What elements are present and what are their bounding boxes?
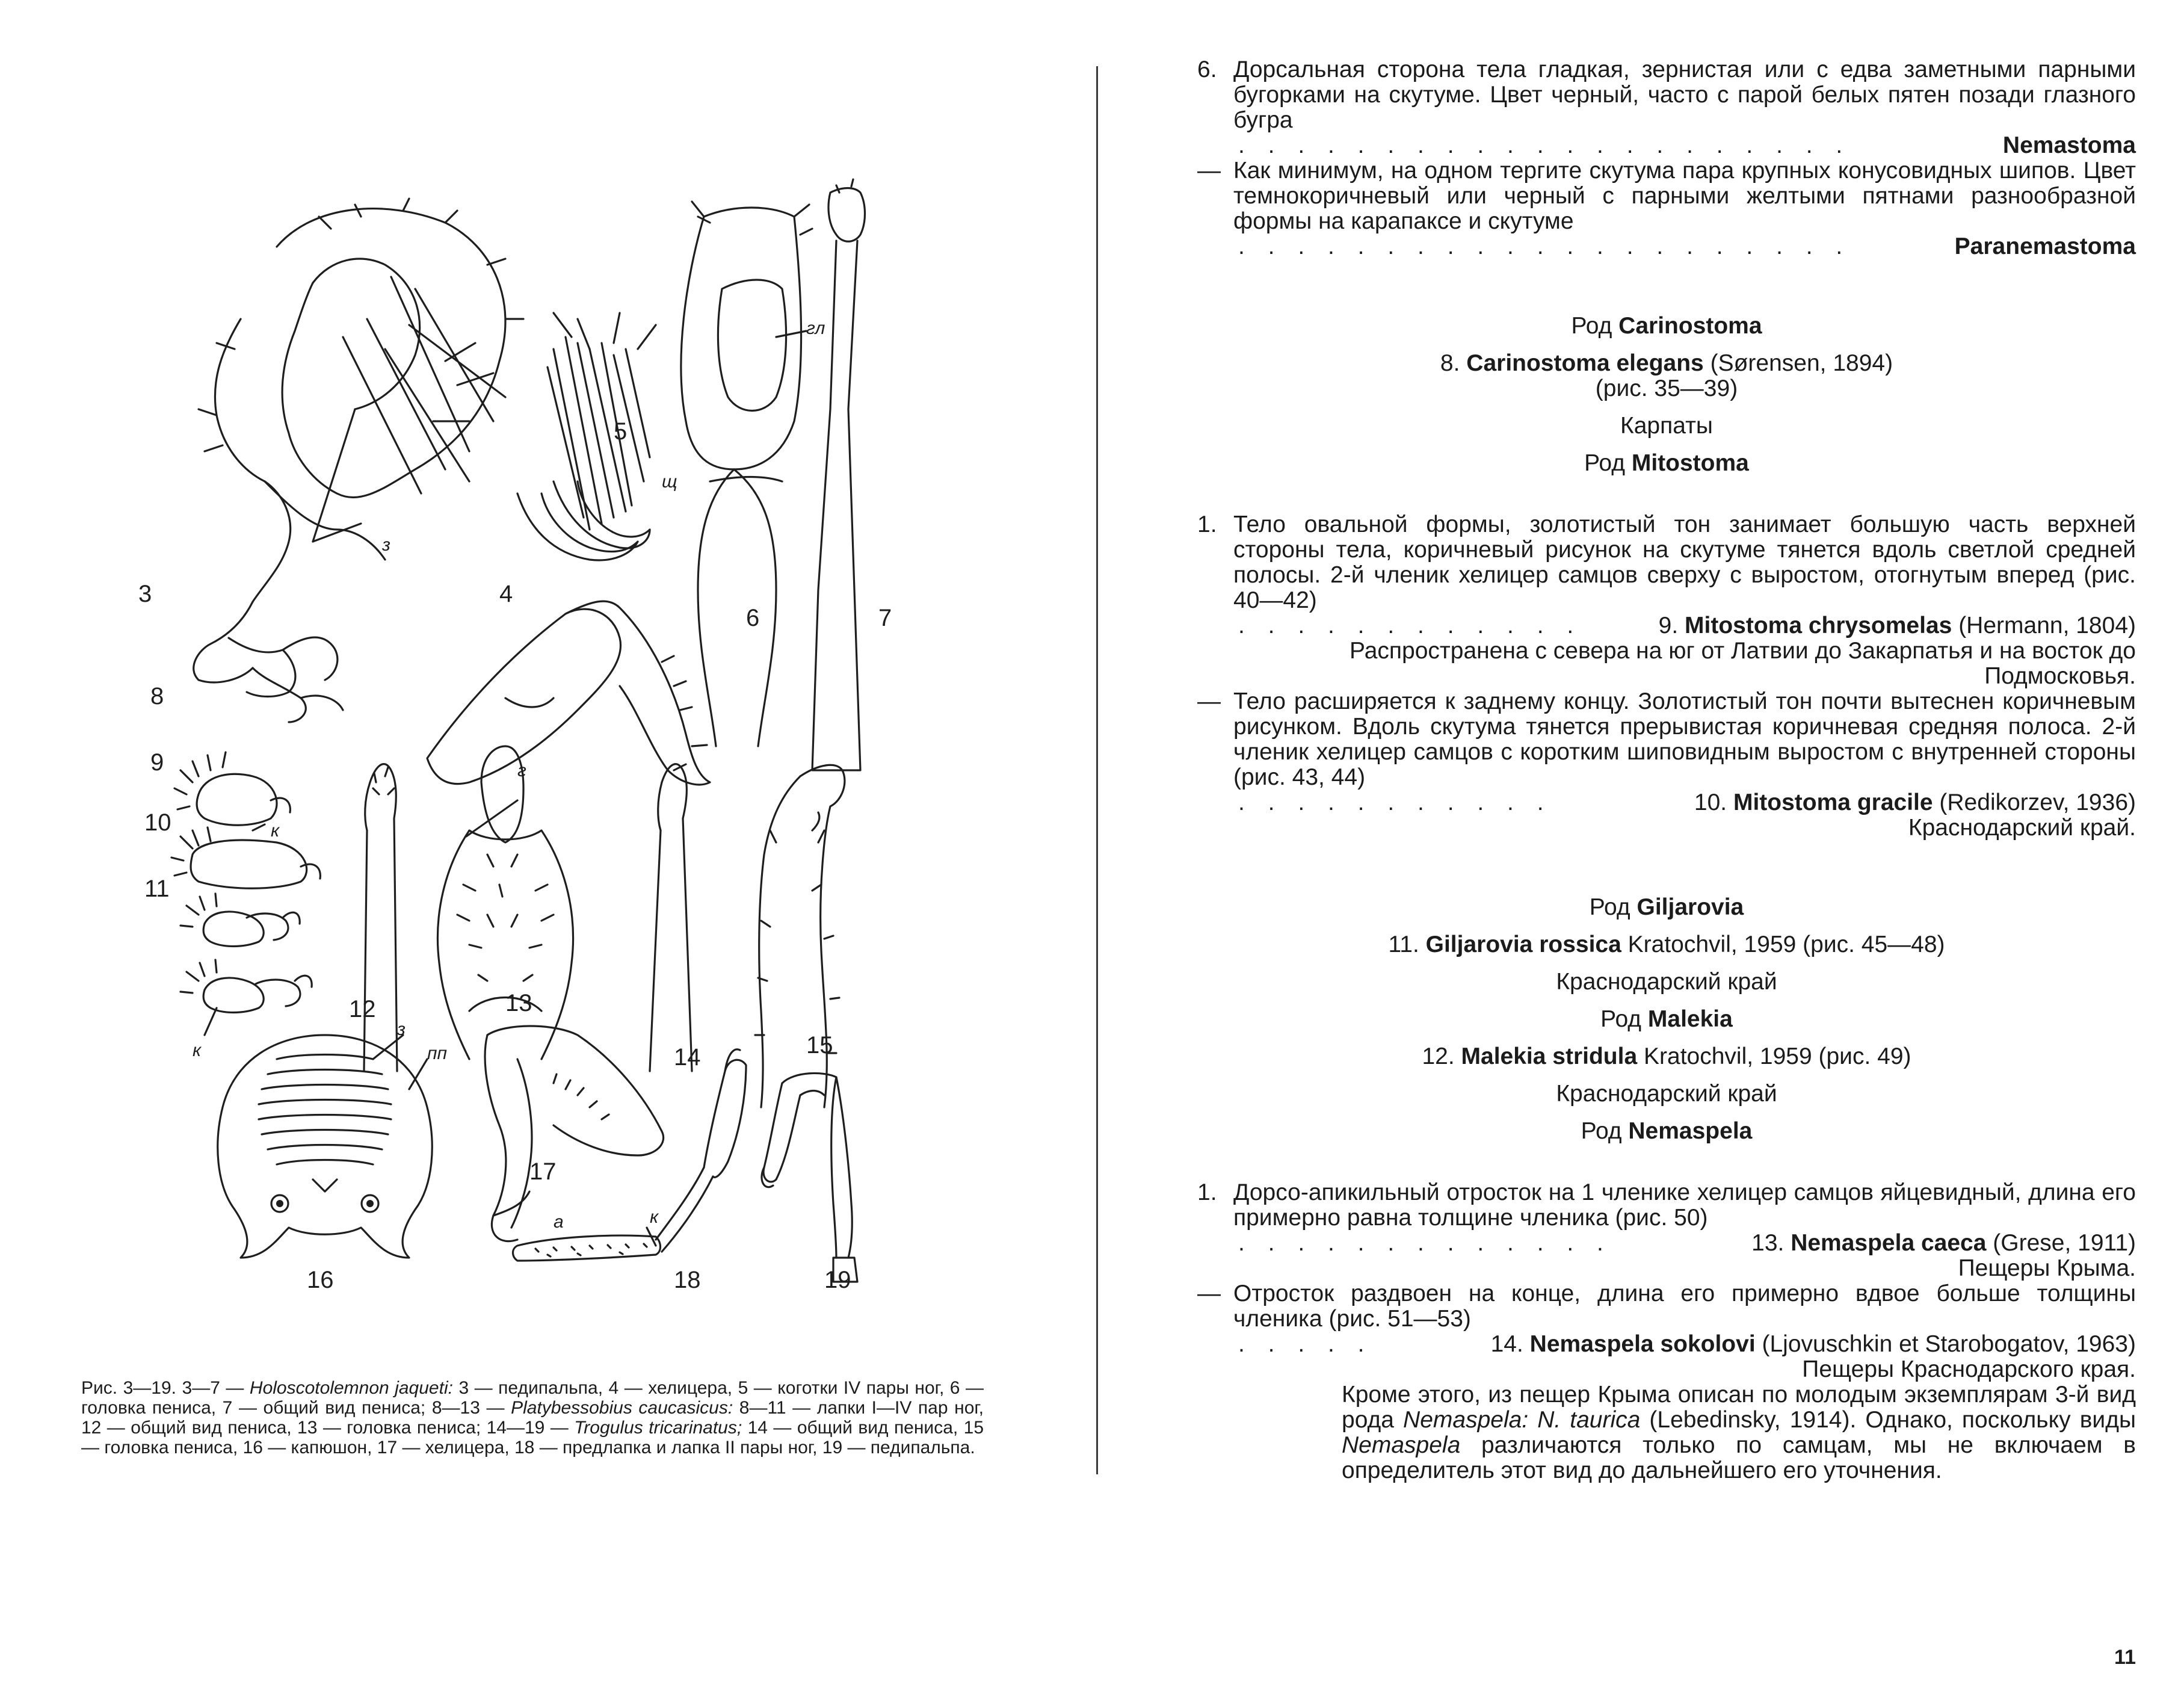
fig-num-10: 10 bbox=[144, 809, 171, 836]
drawing-4-chelicera bbox=[427, 601, 710, 785]
couplet-text: Отросток раздвоен на конце, длина его примерно вдвое больше толщины членика (рис. 51—53) bbox=[1233, 1281, 2136, 1332]
note-genus-2: Nemaspela bbox=[1342, 1432, 1461, 1458]
leader-dots: . . . . . . . . . . . . bbox=[1238, 613, 1582, 638]
leader-dots: . . . . . . . . . . . . . . . . . . . . . bbox=[1238, 133, 1851, 158]
couplet-result bbox=[1233, 613, 2136, 638]
couplet-text: Тело овальной формы, золотистый тон занимает большую часть верхней стороны тела, коричневый рисунок на скутуме тянется вдоль светлой средней полосы. 2-й членик хелицер самцов сверху с выростом, отогнутым вперед (рис. 40—42) bbox=[1233, 512, 2136, 613]
species-author: Kratochvil, 1959 (рис. 49) bbox=[1644, 1043, 1911, 1069]
species-range: Карпаты bbox=[1620, 413, 1713, 439]
couplet-text: Дорсо-апикильный отросток на 1 членике хелицер самцов яйцевидный, длина его примерно равна толщине членика (рис. 50) bbox=[1233, 1179, 2136, 1231]
svg-text:к: к bbox=[271, 821, 280, 841]
genus-heading-carinostoma bbox=[1197, 314, 2136, 339]
svg-text:г: г bbox=[517, 761, 526, 780]
species-number: 11. bbox=[1388, 932, 1419, 957]
figure-reference: (рис. 35—39) bbox=[1595, 376, 1738, 401]
species-range: Распространена с севера на юг от Латвии до Закарпатья и на восток до Подмосковья. bbox=[1350, 638, 2136, 689]
leader-dots: . . . . . . . . . . . . . . . . . . . . . bbox=[1238, 234, 1851, 259]
note-text-3: различаются только по самцам, мы не включаем в определитель этот вид до дальнейшего его уточнения. bbox=[1342, 1432, 2136, 1483]
caption-part-4: 14 — общий вид пениса, 15 — головка пениса, 16 — капюшон, 17 — хелицера, 18 — предлапка и лапка II пары ног, 19 — педипальпа. bbox=[81, 1418, 984, 1457]
species-number: 8. bbox=[1440, 350, 1460, 376]
species-range: Пещеры Краснодарского края. bbox=[1802, 1356, 2136, 1382]
species-number: 12. bbox=[1422, 1043, 1455, 1069]
species-author: Kratochvil, 1959 (рис. 45—48) bbox=[1627, 932, 1945, 957]
fig-num-14: 14 bbox=[674, 1044, 701, 1071]
key-couplet-mitostoma-1-alt bbox=[1197, 689, 2136, 815]
caption-species-3: Trogulus tricarinatus; bbox=[574, 1418, 742, 1438]
caption-part-3: 8—11 — лапки I—IV пар ног, 12 — общий вид пениса, 13 — головка пениса; 14—19 — bbox=[81, 1398, 984, 1438]
nemaspela-note bbox=[1342, 1382, 2136, 1483]
species-range: Краснодарский край bbox=[1556, 969, 1777, 995]
key-couplet-6-alt bbox=[1197, 158, 2136, 259]
fig-num-8: 8 bbox=[150, 683, 164, 709]
caption-species-1: Holoscotolemnon jaqueti: bbox=[249, 1378, 453, 1398]
species-name: Mitostoma chrysomelas bbox=[1685, 613, 1952, 638]
couplet-dash: — bbox=[1197, 158, 1221, 184]
fig-num-18: 18 bbox=[674, 1267, 701, 1293]
genus-heading-giljarovia bbox=[1197, 895, 2136, 920]
figure-caption bbox=[81, 1378, 984, 1457]
drawing-3-pedipalp bbox=[194, 199, 523, 722]
page-number: 11 bbox=[2114, 1646, 2136, 1669]
right-page bbox=[1197, 57, 2136, 1670]
drawing-14-penis bbox=[650, 764, 692, 1071]
fig-num-16: 16 bbox=[307, 1267, 334, 1293]
drawing-8-11-tarsi bbox=[171, 752, 320, 1060]
species-malekia-stridula bbox=[1197, 1044, 2136, 1069]
caption-part-1: Рис. 3—19. 3—7 — bbox=[81, 1378, 250, 1398]
fig-num-6: 6 bbox=[746, 605, 760, 631]
species-author: (Sørensen, 1894) bbox=[1710, 350, 1893, 376]
fig-num-19: 19 bbox=[824, 1267, 851, 1293]
species-name: Mitostoma gracile bbox=[1733, 790, 1933, 815]
couplet-text: Как минимум, на одном тергите скутума пара крупных конусовидных шипов. Цвет темнокоричневый или черный с парными желтыми пятнами разнообразной формы на карапаксе и скутуме bbox=[1233, 158, 2136, 234]
svg-text:з: з bbox=[397, 1019, 406, 1039]
genus-word: Род bbox=[1584, 450, 1626, 476]
fig-num-9: 9 bbox=[150, 749, 164, 776]
svg-text:щ: щ bbox=[662, 472, 677, 492]
fig-num-17: 17 bbox=[529, 1158, 557, 1185]
genus-word: Род bbox=[1581, 1118, 1622, 1144]
species-number: 9. bbox=[1658, 613, 1679, 638]
genus-name: Carinostoma bbox=[1618, 313, 1762, 339]
page-fold bbox=[1096, 66, 1098, 1474]
couplet-number: 1. bbox=[1197, 1179, 1217, 1205]
fig-num-5: 5 bbox=[614, 418, 628, 445]
fig-num-11: 11 bbox=[144, 876, 170, 902]
figure-plate bbox=[132, 168, 1005, 1312]
key-couplet-6 bbox=[1197, 57, 2136, 158]
species-range: Краснодарский край. bbox=[1908, 815, 2136, 841]
species-giljarovia-rossica bbox=[1197, 932, 2136, 957]
couplet-result bbox=[1233, 790, 2136, 815]
genus-name: Malekia bbox=[1647, 1006, 1733, 1032]
drawing-6-penis-head bbox=[681, 202, 825, 746]
species-carinostoma-elegans bbox=[1197, 351, 2136, 376]
genus-word: Род bbox=[1571, 313, 1612, 339]
species-author: (Hermann, 1804) bbox=[1958, 613, 2136, 638]
drawing-12-penis-general bbox=[364, 764, 397, 1071]
fig-num-3: 3 bbox=[138, 581, 152, 607]
note-text-1: Кроме этого, из пещер Крыма описан по молодым экземплярам 3-й вид рода bbox=[1342, 1382, 2136, 1433]
genus-heading-mitostoma bbox=[1197, 451, 2136, 476]
genus-name: Mitostoma bbox=[1631, 450, 1749, 476]
leader-dots: . . . . . . . . . . . bbox=[1238, 790, 1552, 815]
drawing-16-hood bbox=[218, 1019, 447, 1258]
leader-dots: . . . . . bbox=[1238, 1332, 1373, 1357]
note-text-2: (Lebedinsky, 1914). Однако, поскольку виды bbox=[1640, 1407, 2136, 1433]
svg-text:з: з bbox=[382, 535, 390, 555]
species-name: Giljarovia rossica bbox=[1425, 932, 1621, 957]
leader-dots: . . . . . . . . . . . . . bbox=[1238, 1231, 1612, 1256]
couplet-result bbox=[1233, 234, 2136, 259]
species-author: (Ljovuschkin et Starobogatov, 1963) bbox=[1762, 1331, 2136, 1357]
couplet-result bbox=[1233, 1231, 2136, 1256]
svg-text:к: к bbox=[650, 1207, 659, 1227]
key-couplet-nemaspela-1 bbox=[1197, 1180, 2136, 1256]
note-genus-1: Nemaspela: N. taurica bbox=[1403, 1407, 1641, 1433]
species-number: 13. bbox=[1751, 1230, 1785, 1256]
fig-num-13: 13 bbox=[505, 990, 532, 1016]
species-name: Nemaspela sokolovi bbox=[1529, 1331, 1756, 1357]
figure-drawings bbox=[132, 168, 1005, 1312]
genus-heading-malekia bbox=[1197, 1007, 2136, 1032]
caption-species-2: Platybessobius caucasicus: bbox=[511, 1398, 733, 1418]
caption-part-2: 3 — педипальпа, 4 — хелицера, 5 — коготки IV пары ног, 6 — головка пениса, 7 — общий вид пениса; 8—13 — bbox=[81, 1378, 984, 1418]
drawing-7-penis-general bbox=[812, 179, 865, 770]
couplet-dash: — bbox=[1197, 1281, 1221, 1306]
couplet-text: Дорсальная сторона тела гладкая, зернистая или с едва заметными парными бугорками на скутуме. Цвет черный, часто с парой белых пятен позади глазного бугра bbox=[1233, 57, 2136, 133]
svg-text:а: а bbox=[554, 1212, 564, 1232]
couplet-dash: — bbox=[1197, 688, 1221, 714]
couplet-number: 6. bbox=[1197, 57, 1217, 82]
svg-text:гл: гл bbox=[806, 318, 825, 338]
taxon-name: Paranemastoma bbox=[1954, 233, 2136, 259]
fig-num-15: 15 bbox=[806, 1032, 833, 1059]
genus-name: Nemaspela bbox=[1628, 1118, 1753, 1144]
genus-heading-nemaspela bbox=[1197, 1119, 2136, 1144]
genus-name: Giljarovia bbox=[1636, 894, 1744, 920]
genus-word: Род bbox=[1600, 1006, 1642, 1032]
species-author: (Grese, 1911) bbox=[1993, 1230, 2136, 1256]
species-range: Краснодарский край bbox=[1556, 1081, 1777, 1107]
drawing-5-claws bbox=[517, 313, 677, 560]
fig-num-12: 12 bbox=[349, 996, 376, 1022]
svg-text:пп: пп bbox=[427, 1043, 448, 1063]
couplet-number: 1. bbox=[1197, 512, 1217, 537]
drawing-19-pedipalp bbox=[762, 1073, 857, 1282]
species-name: Nemaspela caeca bbox=[1791, 1230, 1987, 1256]
genus-word: Род bbox=[1589, 894, 1630, 920]
svg-text:к: к bbox=[193, 1040, 202, 1060]
species-name: Carinostoma elegans bbox=[1466, 350, 1704, 376]
fig-num-4: 4 bbox=[499, 581, 513, 607]
taxon-name: Nemastoma bbox=[2002, 132, 2136, 158]
species-number: 14. bbox=[1490, 1331, 1523, 1357]
species-author: (Redikorzev, 1936) bbox=[1939, 790, 2136, 815]
key-couplet-nemaspela-1-alt bbox=[1197, 1281, 2136, 1357]
species-number: 10. bbox=[1694, 790, 1727, 815]
key-couplet-mitostoma-1 bbox=[1197, 512, 2136, 638]
species-name: Malekia stridula bbox=[1461, 1043, 1638, 1069]
couplet-result bbox=[1233, 1332, 2136, 1357]
drawing-17-chelicera bbox=[485, 1026, 664, 1241]
fig-num-7: 7 bbox=[878, 605, 892, 631]
species-range: Пещеры Крыма. bbox=[1958, 1255, 2136, 1281]
couplet-result bbox=[1233, 133, 2136, 158]
couplet-text: Тело расширяется к заднему концу. Золотистый тон почти вытеснен коричневым рисунком. Вдоль скутума тянется прерывистая коричневая средняя полоса. 2-й членик хелицер самцов с коротким шиповидным выростом с внутренней стороны (рис. 43, 44) bbox=[1233, 688, 2136, 790]
